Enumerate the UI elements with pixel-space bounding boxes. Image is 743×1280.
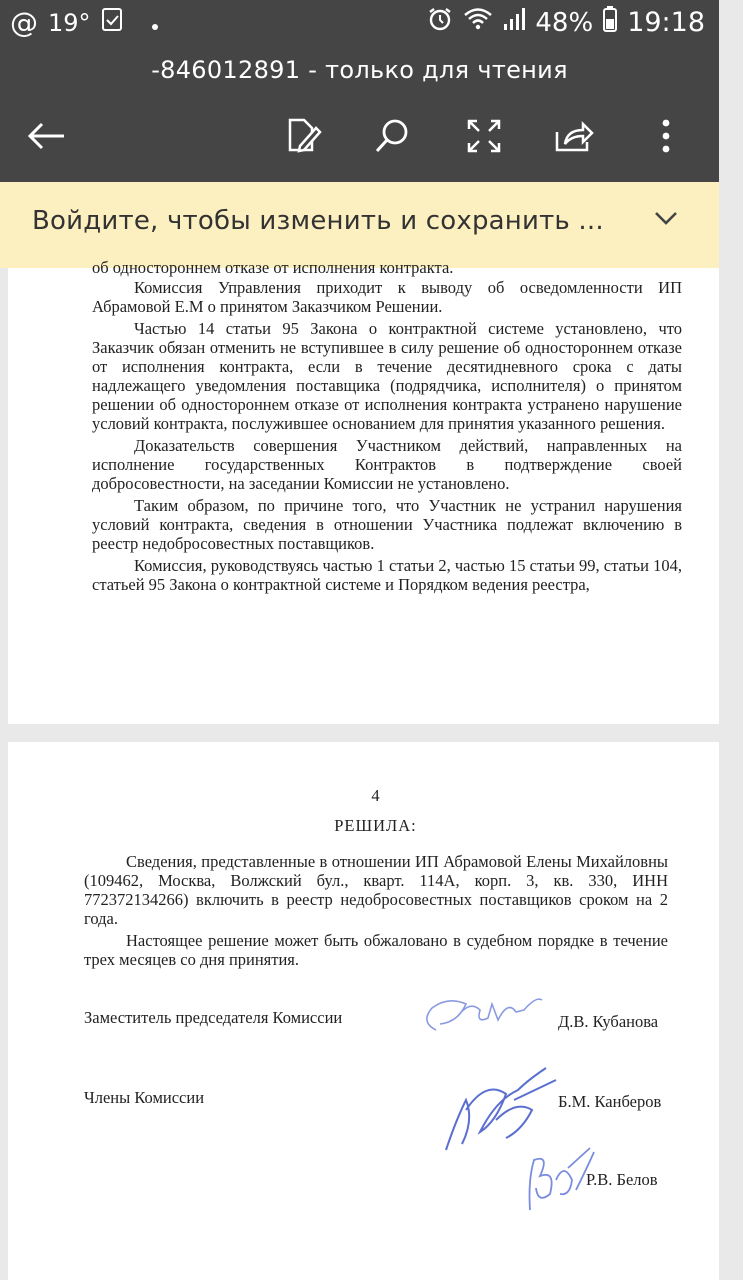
members-label: Члены Комиссии <box>84 1088 205 1107</box>
member-name: Р.В. Белов <box>586 1170 658 1189</box>
decision-heading: РЕШИЛА: <box>334 816 417 835</box>
fullscreen-button[interactable] <box>460 112 508 160</box>
battery-percent: 48% <box>535 7 594 38</box>
paragraph: Таким образом, по причине того, что Участник не устранил нарушения условий контракта, сведения в отношении Участника подлежат включению в реестр недобросовестных поставщиков. <box>92 496 682 553</box>
paragraph: Комиссия, руководствуясь частью 1 статьи 2, частью 15 статьи 99, статьи 104, статьей 95 Закона о контрактной системе и Порядком ведения реестра, <box>92 556 682 594</box>
paragraph: Комиссия Управления приходит к выводу об осведомленности ИП Абрамовой Е.М о принятом Заказчиком Решении. <box>92 278 682 316</box>
deputy-chair-label: Заместитель председателя Комиссии <box>84 1008 343 1027</box>
document-title: -846012891 - только для чтения <box>151 56 568 84</box>
share-button[interactable] <box>550 112 598 160</box>
edit-icon <box>282 116 322 156</box>
app-bar <box>0 48 719 182</box>
paragraph: Частью 14 статьи 95 Закона о контрактной системе установлено, что Заказчик обязан отменить не вступившее в силу решение об одностороннем отказе от исполнения контракта, если в течение десятидневного срока с даты надлежащего уведомления поставщика (подрядчика, исполнителя) о принятом решении об одностороннем отказе от исполнения контракта устранено нарушение условий контракта, послужившее основанием для принятия указанного решения. <box>92 319 682 433</box>
signature-kubanova <box>418 990 548 1040</box>
page-number: 4 <box>371 786 380 805</box>
battery-icon <box>603 6 617 39</box>
share-icon <box>553 116 595 156</box>
at-sign-icon: @ <box>10 6 38 39</box>
search-button[interactable] <box>368 112 416 160</box>
sign-in-banner[interactable] <box>0 182 719 268</box>
sign-in-message: Войдите, чтобы изменить и сохранить ... <box>32 206 604 236</box>
signal-icon <box>503 7 525 38</box>
temperature: 19° <box>48 8 91 37</box>
dot-icon <box>151 8 159 38</box>
signature-belov <box>520 1140 600 1220</box>
alarm-icon <box>427 6 453 39</box>
paragraph: Доказательств совершения Участником действий, направленных на исполнение государственных Контрактов в подтверждение своей добросовестности, на заседании Комиссии не установлено. <box>92 436 682 493</box>
document-page-4 <box>8 742 719 1280</box>
clock-time: 19:18 <box>627 7 705 38</box>
fullscreen-icon <box>464 116 504 156</box>
checklist-icon <box>101 6 123 39</box>
document-page-3 <box>8 258 719 724</box>
status-bar <box>0 0 719 48</box>
back-icon <box>26 121 66 151</box>
back-button[interactable] <box>22 112 70 160</box>
wifi-icon <box>463 7 493 38</box>
member-name: Б.М. Канберов <box>558 1092 662 1111</box>
cut-off-line: об одностороннем отказе от исполнения контракта. <box>92 258 454 277</box>
edit-button[interactable] <box>278 112 326 160</box>
search-icon <box>372 116 412 156</box>
paragraph: Настоящее решение может быть обжаловано в судебном порядке в течение трех месяцев со дня принятия. <box>84 931 668 969</box>
paragraph: Сведения, представленные в отношении ИП Абрамовой Елены Михайловны (109462, Москва, Волжский бул., кварт. 114А, корп. 3, кв. 330, ИНН 772372134266) включить в реестр недобросовестных поставщиков сроком на 2 года. <box>84 852 668 928</box>
deputy-chair-name: Д.В. Кубанова <box>558 1012 659 1031</box>
more-options-button[interactable] <box>642 112 690 160</box>
chevron-down-icon[interactable] <box>653 210 679 230</box>
more-icon <box>661 118 671 154</box>
